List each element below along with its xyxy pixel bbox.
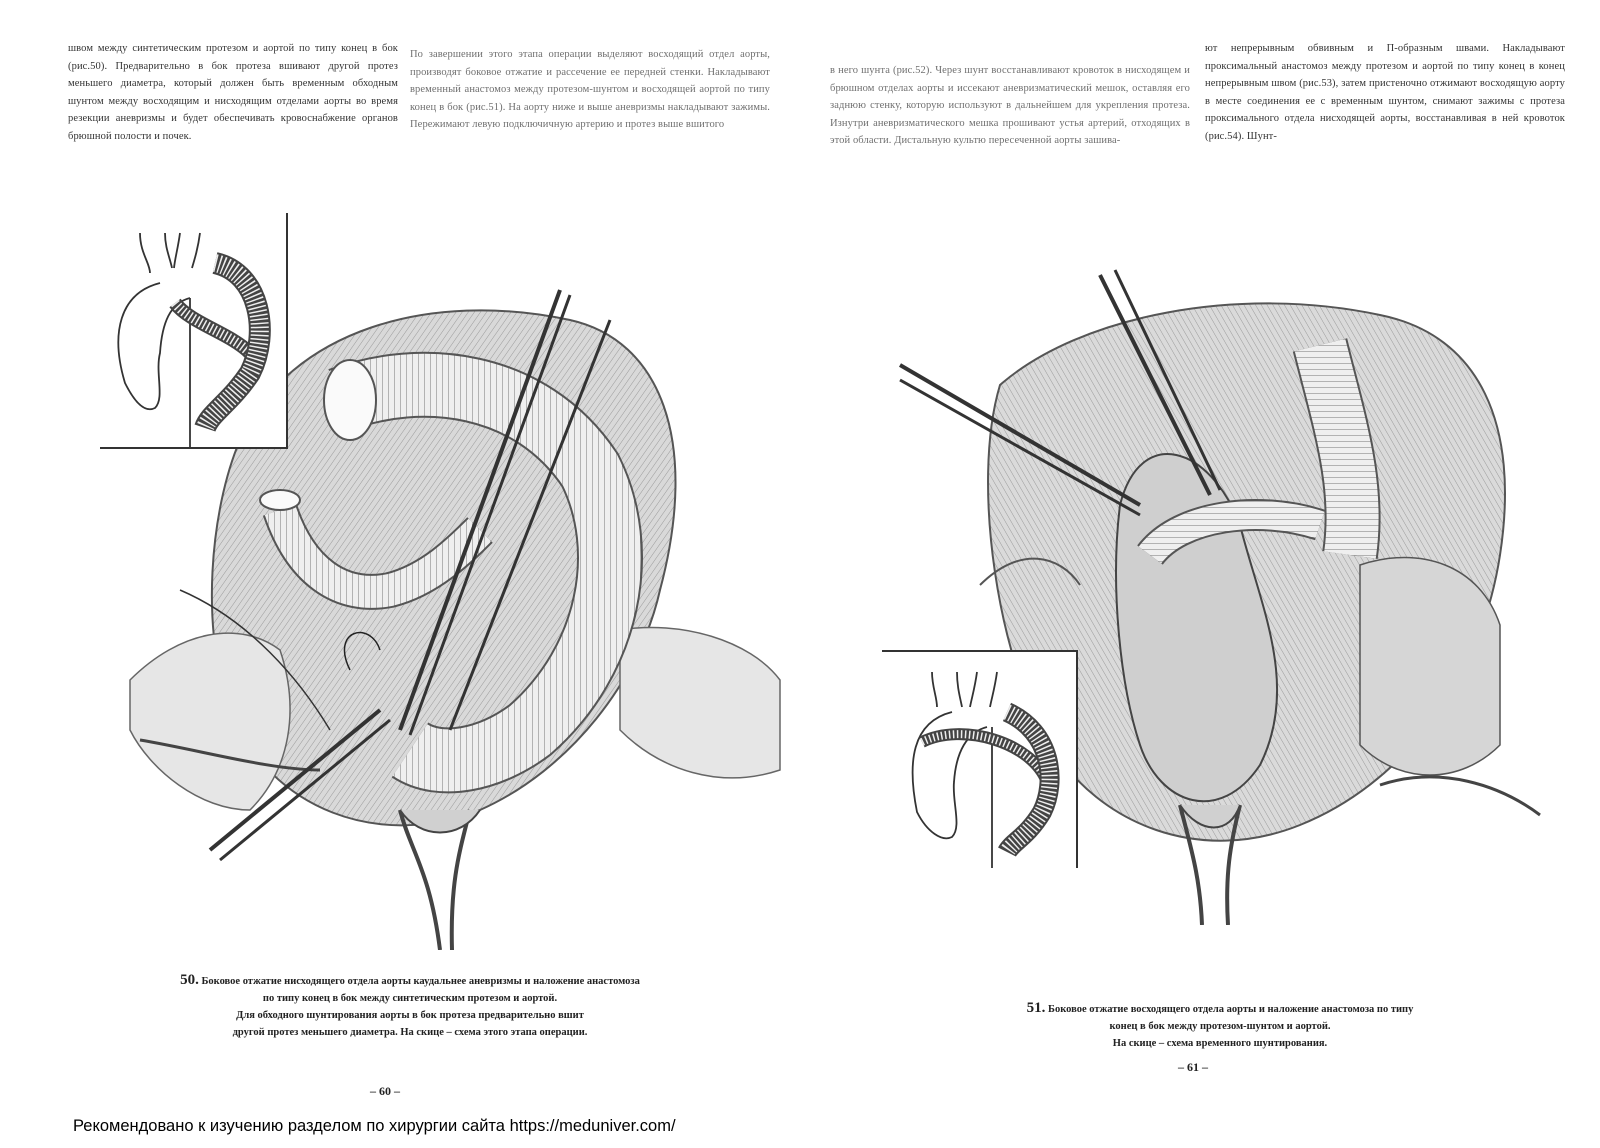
figure-51-sketch-inset bbox=[882, 650, 1078, 868]
left-page-text-column-2: По завершении этого этапа операции выделяют восходящий отдел аорты, производят боковое отжатие и рассечение ее передней стенки. Накладывают временный анастомоз между протезом-шунтом и восходящей аортой по типу конец в бок (рис.51). На аорту ниже и выше аневризмы накладывают зажимы. Пережимают левую подключичную артерию и протез выше вшитого bbox=[410, 49, 770, 131]
figure-50-number: 50. bbox=[180, 972, 199, 988]
figure-51-caption-line-3: На скице – схема временного шунтирования. bbox=[1112, 1038, 1328, 1049]
page-number-61: – 61 – bbox=[1178, 1060, 1208, 1074]
aorta-schema-sketch bbox=[100, 213, 286, 447]
left-page-text-column-1: швом между синтетическим протезом и аортой по типу конец в бок (рис.50). Предварительно в бок протеза вшивают другой протез меньшего диаметра, который должен быть временным обходным шунтом между восходящим и нисходящим отделами аорты во время резекции аневризмы и будет обеспечивать кровоснабжение органов брюшной полости и почек. bbox=[68, 43, 398, 142]
page-number-60: – 60 – bbox=[370, 1084, 400, 1098]
figure-51-caption-line-2: конец в бок между протезом-шунтом и аортой. bbox=[1109, 1021, 1331, 1032]
right-page bbox=[800, 0, 1600, 1148]
figure-51-number: 51. bbox=[1026, 1000, 1046, 1016]
right-page-text-column-1: в него шунта (рис.52). Через шунт восстанавливают кровоток в нисходящем и брюшном отделах аорты и иссекают аневризматический мешок, оставляя его заднюю стенку, которую используют в дальнейшем для укрепления протеза. Изнутри аневризматического мешка прошивают устья артерий, отходящих в этой области. Дистальную культю пересеченной аорты зашива- bbox=[830, 65, 1190, 147]
figure-50-caption-line-3: Для обходного шунтирования аорты в бок протеза предварительно вшит bbox=[236, 1010, 584, 1021]
figure-51-caption-line-1: Боковое отжатие восходящего отдела аорты и наложение анастомоза по типу bbox=[1048, 1004, 1414, 1015]
figure-50-caption bbox=[100, 972, 720, 1041]
figure-50-caption-line-1: Боковое отжатие нисходящего отдела аорты каудальнее аневризмы и наложение анастомоза bbox=[201, 976, 640, 987]
aorta-schema-sketch bbox=[882, 652, 1076, 868]
footer-recommendation-note: Рекомендовано к изучению разделом по хирургии сайта https://meduniver.com/ bbox=[73, 1117, 676, 1135]
figure-50-caption-line-4: другой протез меньшего диаметра. На скице – схема этого этапа операции. bbox=[232, 1027, 588, 1038]
figure-50-caption-line-2: по типу конец в бок между синтетическим протезом и аортой. bbox=[262, 993, 558, 1004]
right-page-text-column-2: ют непрерывным обвивным и П-образным швами. Накладывают проксимальный анастомоз между протезом и аортой по типу конец в конец непрерывным швом (рис.53), затем пристеночно отжимают восходящую аорту в месте соединения ее с временным шунтом, снимают зажимы с протеза проксимального отдела нисходящей аорты, восстанавливая в ней кровоток (рис.54). Шунт- bbox=[1205, 43, 1565, 142]
figure-51-caption bbox=[940, 1000, 1500, 1052]
figure-50-sketch-inset bbox=[100, 213, 288, 449]
